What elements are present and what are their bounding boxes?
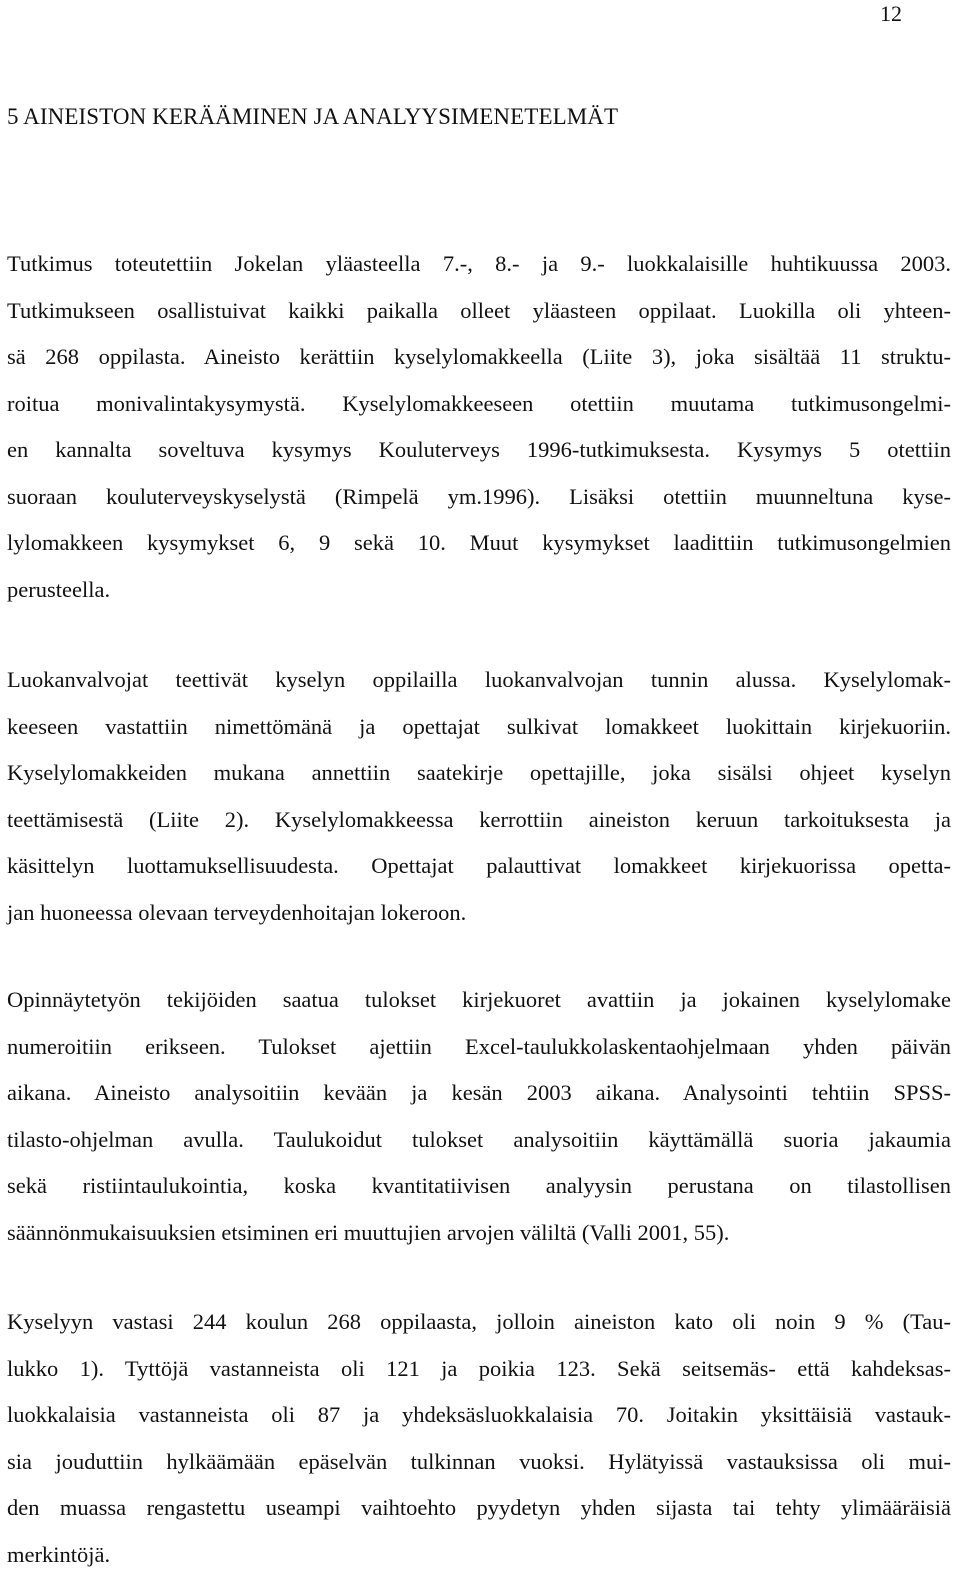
page-number: 12: [880, 0, 902, 28]
text-line: Luokanvalvojat teettivät kyselyn oppilailla luokanvalvojan tunnin alussa. Kyselylomak-: [7, 657, 951, 704]
text-line: merkintöjä.: [7, 1532, 951, 1578]
text-line: den muassa rengastettu useampi vaihtoehto pyydetyn yhden sijasta tai tehty ylimääräisiä: [7, 1485, 951, 1532]
text-line: Kyselylomakkeiden mukana annettiin saatekirje opettajille, joka sisälsi ohjeet kyselyn: [7, 750, 951, 797]
text-line: jan huoneessa olevaan terveydenhoitajan lokeroon.: [7, 890, 951, 937]
paragraph-analysis: [7, 977, 951, 1256]
text-line: aikana. Aineisto analysoitiin kevään ja kesän 2003 aikana. Analysointi tehtiin SPSS-: [7, 1070, 951, 1117]
text-line: tilasto-ohjelman avulla. Taulukoidut tulokset analysoitiin käyttämällä suoria jakaumia: [7, 1117, 951, 1164]
text-line: sä 268 oppilasta. Aineisto kerättiin kyselylomakkeella (Liite 3), joka sisältää 11 struktu-: [7, 334, 951, 381]
text-line: sia jouduttiin hylkäämään epäselvän tulkinnan vuoksi. Hylätyissä vastauksissa oli mui-: [7, 1439, 951, 1486]
section-heading: 5 AINEISTON KERÄÄMINEN JA ANALYYSIMENETELMÄT: [7, 102, 618, 132]
text-line: teettämisestä (Liite 2). Kyselylomakkeessa kerrottiin aineiston keruun tarkoituksesta ja: [7, 797, 951, 844]
text-line: keeseen vastattiin nimettömänä ja opettajat sulkivat lomakkeet luokittain kirjekuoriin.: [7, 704, 951, 751]
text-line: roitua monivalintakysymystä. Kyselylomakkeeseen otettiin muutama tutkimusongelmi-: [7, 381, 951, 428]
text-line: Opinnäytetyön tekijöiden saatua tulokset kirjekuoret avattiin ja jokainen kyselylomake: [7, 977, 951, 1024]
text-line: suoraan kouluterveyskyselystä (Rimpelä ym.1996). Lisäksi otettiin muunneltuna kyse-: [7, 474, 951, 521]
text-line: en kannalta soveltuva kysymys Kouluterveys 1996-tutkimuksesta. Kysymys 5 otettiin: [7, 427, 951, 474]
paragraph-survey-procedure: [7, 657, 951, 936]
text-line: käsittelyn luottamuksellisuudesta. Opettajat palauttivat lomakkeet kirjekuorissa opetta-: [7, 843, 951, 890]
text-line: lukko 1). Tyttöjä vastanneista oli 121 ja poikia 123. Sekä seitsemäs- että kahdeksas-: [7, 1346, 951, 1393]
paragraph-data-collection: [7, 241, 951, 613]
text-line: lylomakkeen kysymykset 6, 9 sekä 10. Muut kysymykset laadittiin tutkimusongelmien: [7, 520, 951, 567]
text-line: Tutkimukseen osallistuivat kaikki paikalla olleet yläasteen oppilaat. Luokilla oli yhteen-: [7, 288, 951, 335]
text-line: sekä ristiintaulukointia, koska kvantitatiivisen analyysin perustana on tilastollisen: [7, 1163, 951, 1210]
text-line: numeroitiin erikseen. Tulokset ajettiin Excel-taulukkolaskentaohjelmaan yhden päivän: [7, 1024, 951, 1071]
text-line: luokkalaisia vastanneista oli 87 ja yhdeksäsluokkalaisia 70. Joitakin yksittäisiä vastauk-: [7, 1392, 951, 1439]
text-line: Kyselyyn vastasi 244 koulun 268 oppilaasta, jolloin aineiston kato oli noin 9 % (Tau-: [7, 1299, 951, 1346]
text-line: Tutkimus toteutettiin Jokelan yläasteella 7.-, 8.- ja 9.- luokkalaisille huhtikuussa 2003.: [7, 241, 951, 288]
paragraph-response-rate: [7, 1299, 951, 1578]
text-line: perusteella.: [7, 567, 951, 614]
text-line: säännönmukaisuuksien etsiminen eri muuttujien arvojen väliltä (Valli 2001, 55).: [7, 1210, 951, 1257]
